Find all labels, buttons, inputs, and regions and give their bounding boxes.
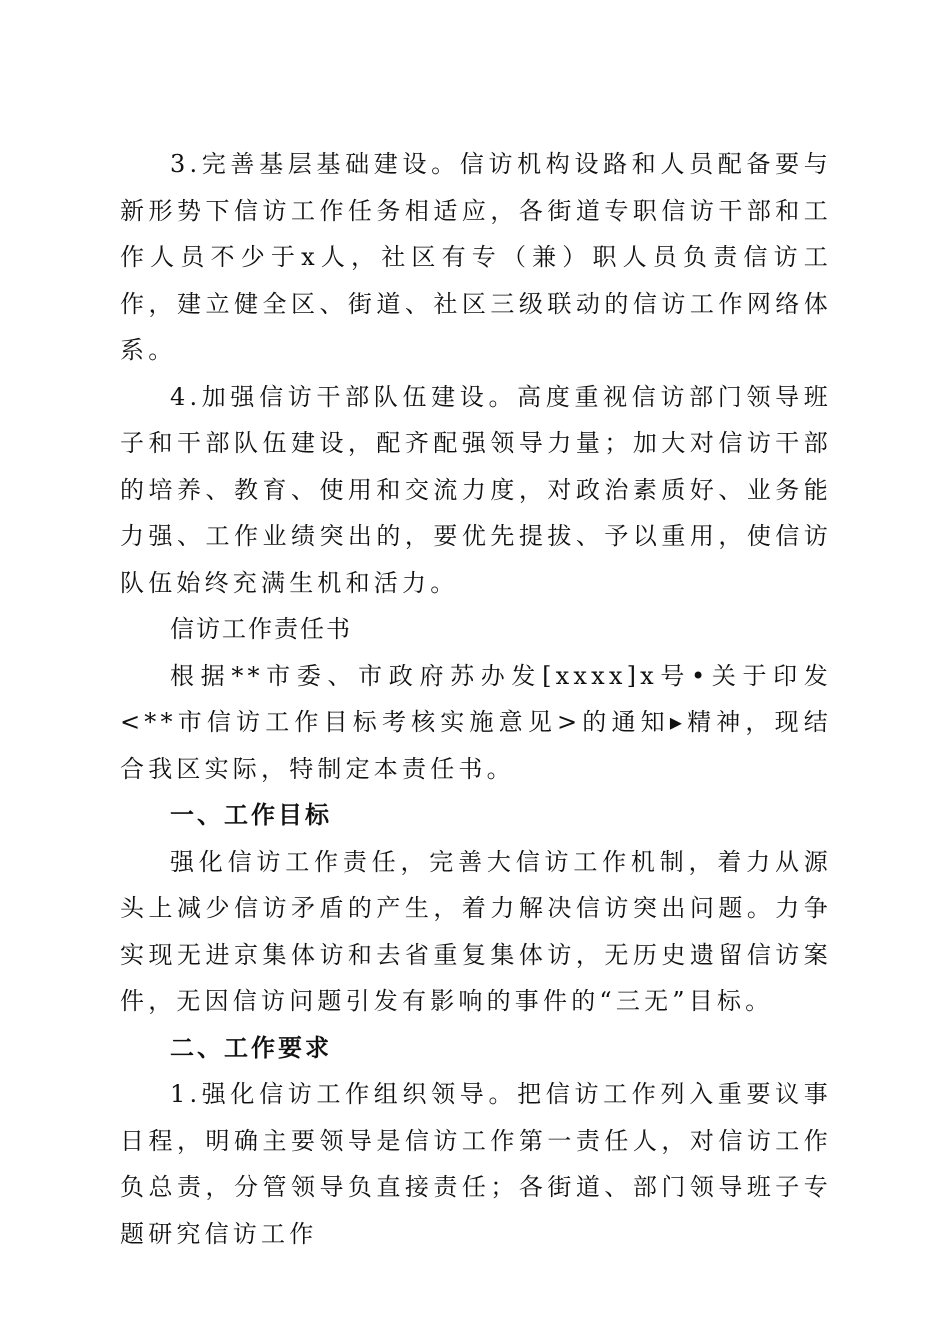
paragraph-organization-leadership: 1.强化信访工作组织领导。把信访工作列入重要议事日程，明确主要领导是信访工作第一责任人，对信访工作负总责，分管领导负直接责任；各街道、部门领导班子专题研究信访工作: [120, 1080, 832, 1248]
paragraph-work-goals: 强化信访工作责任，完善大信访工作机制，着力从源头上减少信访矛盾的产生，着力解决信访突出问题。力争实现无进京集体访和去省重复集体访，无历史遗留信访案件，无因信访问题引发有影响的事件的“三无”目标。: [120, 847, 832, 1015]
section-heading-work-goals: 一、工作目标: [170, 801, 332, 829]
paragraph-cadre-team-construction: 4.加强信访干部队伍建设。高度重视信访部门领导班子和干部队伍建设，配齐配强领导力量；加大对信访干部的培养、教育、使用和交流力度，对政治素质好、业务能力强、工作业绩突出的，要优先提拔、予以重用，使信访队伍始终充满生机和活力。: [120, 382, 832, 597]
section-heading-work-requirements: 二、工作要求: [170, 1033, 332, 1062]
paragraph-grassroots-construction: 3.完善基层基础建设。信访机构设路和人员配备要与新形势下信访工作任务相适应，各街道专职信访干部和工作人员不少于x人，社区有专（兼）职人员负责信访工作，建立健全区、街道、社区三级联动的信访工作网络体系。: [120, 150, 832, 364]
document-body: [120, 141, 832, 1257]
paragraph-basis: 根据**市委、市政府苏办发[xxxx]x号•关于印发<**市信访工作目标考核实施意见>的通知▸精神，现结合我区实际，特制定本责任书。: [120, 661, 832, 783]
responsibility-letter-title: 信访工作责任书: [170, 615, 352, 643]
